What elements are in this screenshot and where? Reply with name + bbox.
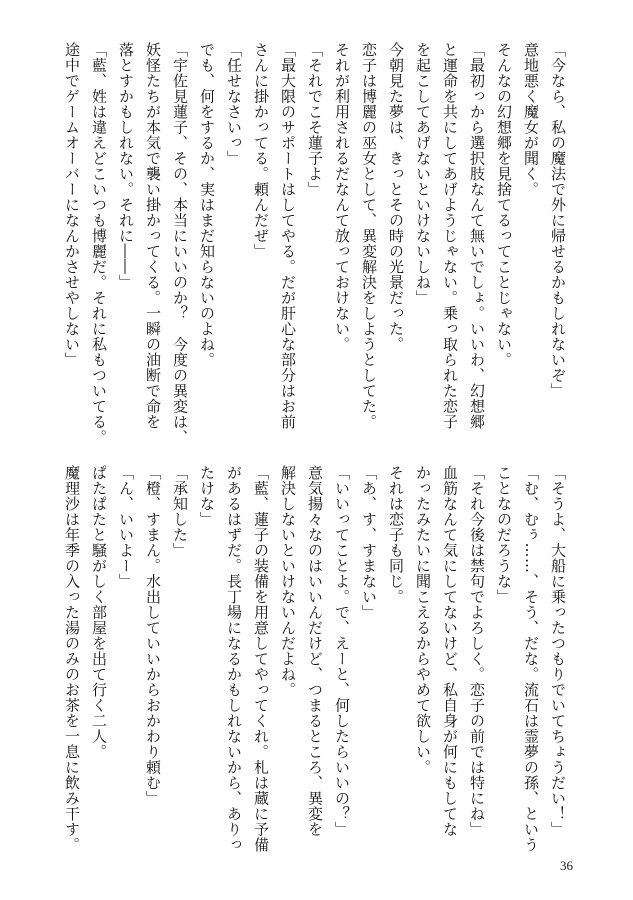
- text-line: 「宇佐見蓮子、その、本当にいいのか？ 今度の異変は、: [171, 42, 189, 445]
- text-line: 「最大限のサポートはしてやる。だが肝心な部分はお前: [279, 42, 297, 430]
- text-line: を起こしてあげないといけないしね」: [414, 42, 432, 306]
- text-line: 「あ、す、すまない」: [360, 465, 378, 620]
- text-line: でも、何をするか、実はまだ知らないのよね。: [198, 42, 216, 368]
- text-line: 「む、むぅ……、そう、だな。流石は霊夢の孫、という: [522, 465, 540, 853]
- text-line: と運命を共にしてあげようじゃない。乗っ取られた恋子: [441, 42, 459, 430]
- text-block-lower: [58, 465, 571, 870]
- text-line: 解決しないといけないんだよね。: [279, 465, 297, 698]
- text-line: ことなのだろうな」: [495, 465, 513, 605]
- text-line: 「それでこそ蓮子よ」: [306, 42, 324, 197]
- text-line: ぱたぱたと騒がしく部屋を出て行く二人。: [90, 465, 108, 760]
- text-line: そんなの幻想郷を見捨てるってことじゃない。: [495, 42, 513, 368]
- text-line: 「承知した」: [171, 465, 189, 558]
- text-line: 「任せなさいっ」: [225, 42, 243, 166]
- text-line: 「橙、すまん。水出していいからおかわり頼む」: [144, 465, 162, 806]
- text-line: 魔理沙は年季の入った湯のみのお茶を一息に飲み干す。: [63, 465, 81, 853]
- text-line: 「最初っから選択肢なんて無いでしょ。いいわ、幻想郷: [468, 42, 486, 430]
- text-line: かったみたいに聞こえるからやめて欲しい。: [414, 465, 432, 775]
- text-line: 途中でゲームオーバーになんかさせやしない」: [63, 42, 81, 368]
- text-line: さんに掛かってる。頼んだぜ」: [252, 42, 270, 259]
- text-line: 血筋なんて気にしてないけど、私自身が何にもしてな: [441, 465, 459, 837]
- text-line: それは恋子も同じ。: [387, 465, 405, 605]
- page-number: 36: [560, 858, 573, 873]
- text-line: 落とすかもしれない。それに――」: [117, 42, 135, 290]
- text-line: 意地悪く魔女が聞く。: [522, 42, 540, 197]
- text-line: があるはずだ。長丁場になるかもしれないから、ありっ: [225, 465, 243, 853]
- text-line: 「藍、蓮子の装備を用意してやってくれ。札は蔵に予備: [252, 465, 270, 853]
- text-line: 意気揚々なのはいいんだけど、つまるところ、異変を: [306, 465, 324, 837]
- text-line: 「藍、姓は違えどこいつも博麗だ。それに私もついてる。: [90, 42, 108, 445]
- text-line: 今朝見た夢は、きっとその時の光景だった。: [387, 42, 405, 352]
- text-line: 「ん、いいよー」: [117, 465, 135, 589]
- text-line: 妖怪たちが本気で襲い掛かってくる。一瞬の油断で命を: [144, 42, 162, 430]
- text-line: 恋子は博麗の巫女として、異変解決をしようとしてた。: [360, 42, 378, 430]
- text-line: 「それ今後は禁句でよろしく。恋子の前では特にね」: [468, 465, 486, 837]
- text-block-upper: [58, 42, 571, 447]
- text-line: 「今なら、私の魔法で外に帰せるかもしれないぞ」: [549, 42, 567, 399]
- text-line: 「いいってことよ。で、えーと、何したらいいの？」: [333, 465, 351, 837]
- text-line: それが利用されるだなんて放っておけない。: [333, 42, 351, 352]
- text-line: たけな」: [198, 465, 216, 527]
- text-line: 「そうよ、大船に乗ったつもりでいてちょうだい！」: [549, 465, 567, 837]
